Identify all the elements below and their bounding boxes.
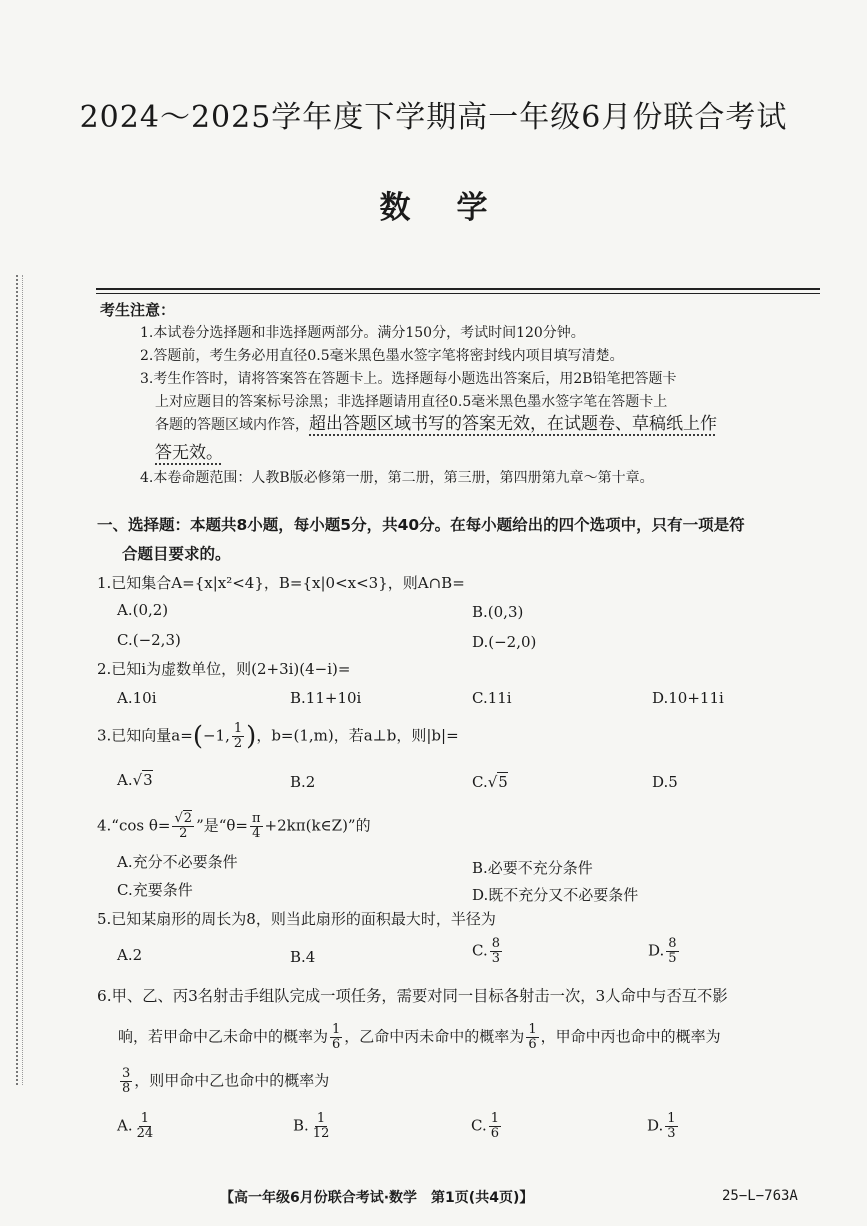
q4-pi-den: 4 xyxy=(252,826,261,841)
q6-f3-num: 3 xyxy=(122,1066,131,1081)
binding-line xyxy=(16,275,18,1085)
q4-frac-root2 xyxy=(172,812,194,841)
q1-option-b: B.(0,3) xyxy=(472,603,524,621)
q6-f1-den: 6 xyxy=(332,1037,341,1052)
q2-option-d: D.10+11i xyxy=(652,689,724,707)
section-heading-line1: 一、选择题：本题共8小题，每小题5分，共40分。在每小题给出的四个选项中，只有一项是符 xyxy=(97,516,745,534)
exam-title: 2024～2025学年度下学期高一年级6月份联合考试 xyxy=(79,100,788,135)
q6-line3: ，则甲命中乙也命中的概率为 xyxy=(134,1071,330,1090)
q5-option-a: A.2 xyxy=(117,946,143,964)
q6-c-num: 1 xyxy=(490,1111,499,1126)
q4-option-c: C.充要条件 xyxy=(117,881,193,899)
binding-line-inner xyxy=(22,275,23,1085)
q5-c-prefix: C. xyxy=(472,941,488,960)
q6-frac-2 xyxy=(526,1023,538,1052)
question-6-line3 xyxy=(118,1067,329,1096)
q6-a-den: 24 xyxy=(136,1126,154,1141)
question-3-stem xyxy=(97,722,459,751)
section-heading-line2: 合题目要求的。 xyxy=(122,545,231,563)
q4-mid: ”是“θ= xyxy=(196,816,248,835)
q6-f3-den: 8 xyxy=(122,1081,131,1096)
q4-post: +2kπ(k∈Z)”的 xyxy=(264,816,371,835)
q6-c-prefix: C. xyxy=(471,1116,487,1135)
notice-item-3-line1: 3.考生作答时，请将答案答在答题卡上。选择题每小题选出答案后，用2B铅笔把答题卡 xyxy=(140,371,677,387)
q1-option-c: C.(−2,3) xyxy=(117,631,181,649)
q6-line2b: ，乙命中丙未命中的概率为 xyxy=(344,1027,525,1046)
question-5-stem: 5.已知某扇形的周长为8，则当此扇形的面积最大时，半径为 xyxy=(97,910,496,928)
subject-title: 数学 xyxy=(379,190,534,226)
q4-root2-radicand: 2 xyxy=(183,811,193,826)
q3-frac-num: 1 xyxy=(233,721,243,736)
q6-a-prefix: A. xyxy=(117,1116,133,1135)
q5-option-d xyxy=(648,937,681,966)
q5-c-fraction xyxy=(490,937,502,966)
q6-d-fraction xyxy=(665,1112,677,1141)
q5-d-fraction xyxy=(666,937,678,966)
q5-c-den: 3 xyxy=(491,951,500,966)
q2-option-c: C.11i xyxy=(472,689,512,707)
q5-d-num: 8 xyxy=(668,936,677,951)
q4-root2-den: 2 xyxy=(179,826,188,841)
q4-frac-pi xyxy=(250,812,263,841)
q5-c-num: 8 xyxy=(491,936,500,951)
q4-root2-num: √2 xyxy=(174,811,193,826)
q4-pre: 4.“cos θ= xyxy=(97,816,171,835)
q6-line2c: ，甲命中丙也命中的概率为 xyxy=(540,1027,721,1046)
notice-emphasis: 超出答题区域书写的答案无效，在试题卷、草稿纸上作 xyxy=(309,414,717,434)
q6-b-prefix: B. xyxy=(293,1116,309,1135)
question-6-line2 xyxy=(118,1023,721,1052)
notice-item-4: 4.本卷命题范围：人教B版必修第一册，第二册，第三册，第四册第九章～第十章。 xyxy=(140,470,654,486)
q4-option-d: D.既不充分又不必要条件 xyxy=(472,886,639,904)
q3-stem-b: ，b=(1,m)，若a⊥b，则|b|= xyxy=(256,726,459,745)
q5-d-prefix: D. xyxy=(648,941,665,960)
q6-option-c xyxy=(471,1112,503,1141)
q6-b-den: 12 xyxy=(312,1126,330,1141)
q3-paren-open: ( xyxy=(192,721,203,752)
q1-option-d: D.(−2,0) xyxy=(472,633,537,651)
q4-option-b: B.必要不充分条件 xyxy=(472,859,593,877)
q2-option-a: A.10i xyxy=(117,689,157,707)
q2-option-b: B.11+10i xyxy=(290,689,362,707)
q4-pi-num: π xyxy=(252,811,261,826)
q3-fraction xyxy=(232,722,244,751)
q3-paren-close: ) xyxy=(246,721,257,752)
paper-code: 25−L−763A xyxy=(722,1188,798,1204)
q6-c-fraction xyxy=(489,1112,501,1141)
notice-item-2: 2.答题前，考生务必用直径0.5毫米黑色墨水签字笔将密封线内项目填写清楚。 xyxy=(140,348,624,364)
notice-item-3-line4: 答无效。 xyxy=(155,443,223,463)
q5-d-den: 5 xyxy=(668,951,677,966)
q3-a-prefix: A. xyxy=(117,771,133,789)
q3-stem-a: 3.已知向量a= xyxy=(97,726,193,745)
question-6-line1: 6.甲、乙、丙3名射击手组队完成一项任务，需要对同一目标各射击一次，3人命中与否互不影 xyxy=(97,987,728,1005)
notice-heading: 考生注意： xyxy=(100,301,176,319)
q3-option-a: A.√3 xyxy=(117,771,153,789)
q6-frac-1 xyxy=(330,1023,342,1052)
q6-frac-3 xyxy=(120,1067,132,1096)
divider-thin xyxy=(96,293,820,294)
q6-a-num: 1 xyxy=(140,1111,150,1126)
q6-line2a: 响，若甲命中乙未命中的概率为 xyxy=(118,1027,329,1046)
q3-a-radicand: 3 xyxy=(143,771,153,789)
notice-item-3-line2: 上对应题目的答案标号涂黑；非选择题请用直径0.5毫米黑色墨水签字笔在答题卡上 xyxy=(155,394,668,410)
notice-item-3-line3-text: 各题的答题区域内作答， xyxy=(155,417,309,433)
q6-b-num: 1 xyxy=(316,1111,326,1126)
page-footer: 【高一年级6月份联合考试·数学 第1页(共4页)】 xyxy=(220,1190,534,1206)
q6-d-den: 3 xyxy=(667,1126,676,1141)
q3-option-c: C.√5 xyxy=(472,773,508,791)
q6-a-fraction xyxy=(135,1112,156,1141)
q6-f2-den: 6 xyxy=(528,1037,537,1052)
q6-option-a xyxy=(117,1112,157,1141)
q4-option-a: A.充分不必要条件 xyxy=(117,853,238,871)
question-1-stem: 1.已知集合A={x|x²<4}，B={x|0<x<3}，则A∩B= xyxy=(97,574,465,592)
q6-f1-num: 1 xyxy=(332,1022,341,1037)
q6-f2-num: 1 xyxy=(528,1022,537,1037)
q6-c-den: 6 xyxy=(490,1126,499,1141)
q3-minus-one: −1, xyxy=(202,726,230,745)
q1-option-a: A.(0,2) xyxy=(117,601,169,619)
q6-d-prefix: D. xyxy=(647,1116,664,1135)
q6-option-b xyxy=(293,1112,333,1141)
q5-option-c xyxy=(472,937,504,966)
q3-c-radicand: 5 xyxy=(498,773,508,791)
q5-option-b: B.4 xyxy=(290,948,316,966)
q3-frac-den: 2 xyxy=(233,736,243,751)
q6-option-d xyxy=(647,1112,680,1141)
q6-d-num: 1 xyxy=(667,1111,676,1126)
notice-item-1: 1.本试卷分选择题和非选择题两部分。满分150分，考试时间120分钟。 xyxy=(140,325,585,341)
q3-c-prefix: C. xyxy=(472,773,488,791)
q3-option-b: B.2 xyxy=(290,773,316,791)
divider-thick xyxy=(96,288,820,290)
notice-item-3-line3 xyxy=(155,413,717,436)
q3-option-d: D.5 xyxy=(652,773,678,791)
q6-b-fraction xyxy=(311,1112,332,1141)
question-2-stem: 2.已知i为虚数单位，则(2+3i)(4−i)= xyxy=(97,660,351,678)
question-4-stem xyxy=(97,812,371,841)
